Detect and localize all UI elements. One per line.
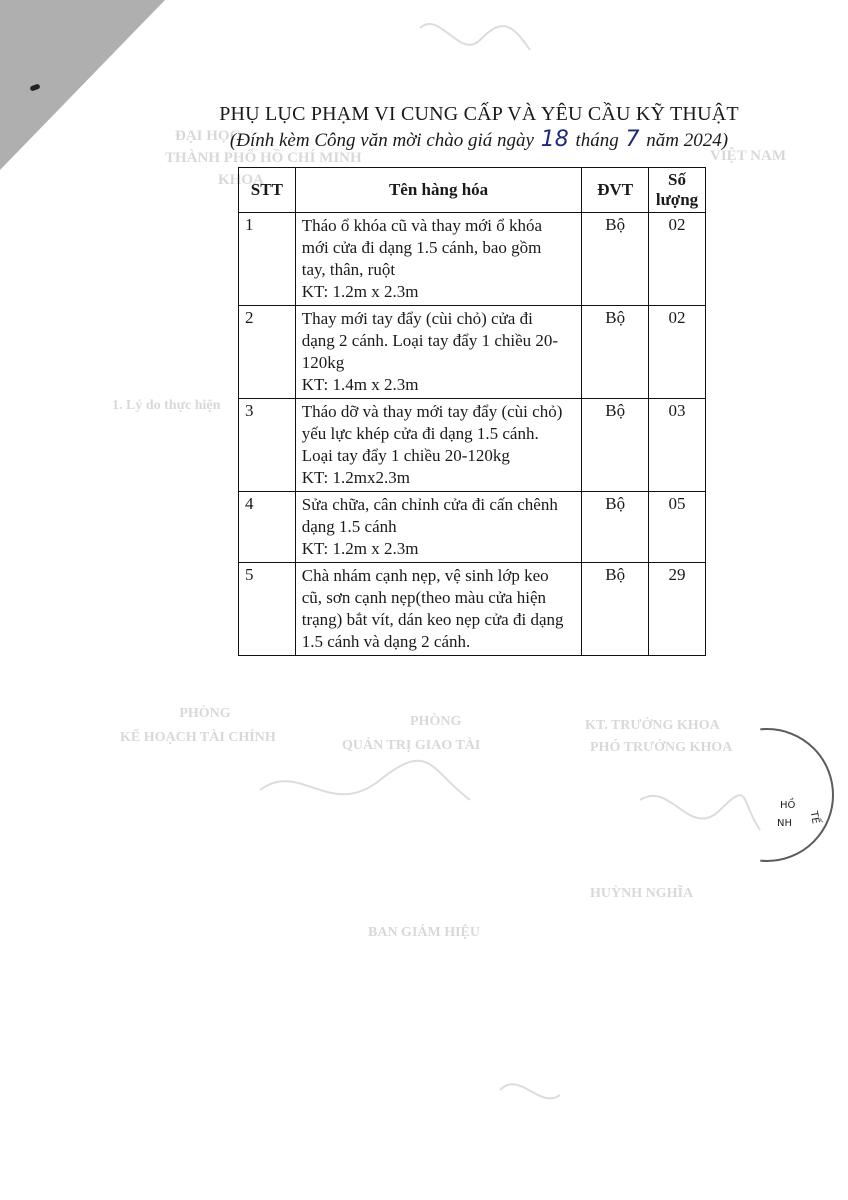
cell-quantity: 02 xyxy=(649,213,706,306)
handwritten-day: 18 xyxy=(540,127,569,152)
bleed-signature-1-line2: KẾ HOẠCH TÀI CHÍNH xyxy=(120,730,276,745)
header-quantity-line2: lượng xyxy=(655,190,699,209)
scope-requirements-table xyxy=(238,167,706,656)
seal-fragment-3: TẾ xyxy=(807,810,821,825)
bleed-left-header-3: KHOA xyxy=(218,172,264,188)
item-name-line: trạng) bắt vít, dán keo nẹp cửa đi dạng xyxy=(301,610,564,629)
table-body xyxy=(239,213,706,656)
bleed-section-heading: 1. Lý do thực hiện xyxy=(112,398,221,413)
subtitle-prefix: (Đính kèm Công văn mời chào giá ngày xyxy=(229,130,534,151)
bleed-signature-2-line2: QUẢN TRỊ GIAO TÀI xyxy=(342,738,481,753)
item-name-line: Tháo ổ khóa cũ và thay mới ổ khóa xyxy=(301,216,543,235)
cell-item-name xyxy=(295,563,582,656)
bleed-right-header: VIỆT NAM xyxy=(710,148,786,164)
header-unit: ĐVT xyxy=(582,168,649,213)
bleed-signature-3-line1: KT. TRƯỞNG KHOA xyxy=(585,718,720,733)
item-name-line: 120kg xyxy=(301,353,345,372)
item-name-line: mới cửa đi dạng 1.5 cánh, bao gồm xyxy=(301,238,542,257)
bleed-left-header-1: ĐẠI HỌC xyxy=(175,128,241,144)
cell-unit: Bộ xyxy=(582,213,649,306)
cell-unit: Bộ xyxy=(582,563,649,656)
item-name-line: Chà nhám cạnh nẹp, vệ sinh lớp keo xyxy=(301,566,549,585)
cell-unit: Bộ xyxy=(582,492,649,563)
table-row xyxy=(239,563,706,656)
scribble-3 xyxy=(640,795,760,830)
cell-item-name xyxy=(295,399,582,492)
cell-stt: 1 xyxy=(239,213,296,306)
document-subtitle xyxy=(0,127,848,152)
header-stt: STT xyxy=(239,168,296,213)
bleed-signatory-name: HUỲNH NGHĨA xyxy=(590,886,694,901)
item-name-line: KT: 1.2m x 2.3m xyxy=(301,282,419,301)
cell-stt: 2 xyxy=(239,306,296,399)
cell-stt: 4 xyxy=(239,492,296,563)
cell-stt: 5 xyxy=(239,563,296,656)
item-name-line: KT: 1.2mx2.3m xyxy=(301,468,410,487)
scribble-2 xyxy=(260,761,470,800)
cell-quantity: 29 xyxy=(649,563,706,656)
table-row xyxy=(239,492,706,563)
table-row xyxy=(239,213,706,306)
table-header-row xyxy=(239,168,706,213)
bleed-left-header-2: THÀNH PHỐ HỒ CHÍ MINH xyxy=(165,150,362,166)
item-name-line: tay, thân, ruột xyxy=(301,260,396,279)
bleed-signature-2-line1: PHÒNG xyxy=(410,714,462,729)
item-name-line: KT: 1.2m x 2.3m xyxy=(301,539,419,558)
cell-stt: 3 xyxy=(239,399,296,492)
scribble-4 xyxy=(500,1084,560,1098)
item-name-line: KT: 1.4m x 2.3m xyxy=(301,375,419,394)
cell-unit: Bộ xyxy=(582,399,649,492)
cell-unit: Bộ xyxy=(582,306,649,399)
scribble-1 xyxy=(420,24,530,50)
seal-fragment-1: HỒ xyxy=(780,800,796,811)
seal-fragment-2: NH xyxy=(777,818,792,829)
cell-item-name xyxy=(295,213,582,306)
header-item-name: Tên hàng hóa xyxy=(295,168,582,213)
cell-quantity: 02 xyxy=(649,306,706,399)
document-title: PHỤ LỤC PHẠM VI CUNG CẤP VÀ YÊU CẦU KỸ THUẬT xyxy=(219,103,739,125)
handwritten-month: 7 xyxy=(625,127,640,152)
item-name-line: Sửa chữa, cân chỉnh cửa đi cấn chênh xyxy=(301,495,558,514)
item-name-line: yếu lực khép cửa đi dạng 1.5 cánh. xyxy=(301,424,539,443)
cell-quantity: 05 xyxy=(649,492,706,563)
cell-quantity: 03 xyxy=(649,399,706,492)
bleed-footer: BAN GIÁM HIỆU xyxy=(368,925,481,940)
header-quantity xyxy=(649,168,706,213)
bleed-signature-3-line2: PHÓ TRƯỞNG KHOA xyxy=(590,740,733,755)
item-name-line: dạng 2 cánh. Loại tay đẩy 1 chiều 20- xyxy=(301,331,559,350)
table-row xyxy=(239,399,706,492)
item-name-line: Loại tay đẩy 1 chiều 20-120kg xyxy=(301,446,510,465)
item-name-line: 1.5 cánh và dạng 2 cánh. xyxy=(301,632,471,651)
cell-item-name xyxy=(295,306,582,399)
header-quantity-line1: Số xyxy=(668,170,686,189)
bleed-signature-1-line1: PHÒNG xyxy=(179,706,231,721)
item-name-line: cũ, sơn cạnh nẹp(theo màu cửa hiện xyxy=(301,588,547,607)
item-name-line: Thay mới tay đẩy (cùi chỏ) cửa đi xyxy=(301,309,533,328)
subtitle-suffix: năm 2024) xyxy=(646,130,729,151)
table-row xyxy=(239,306,706,399)
cell-item-name xyxy=(295,492,582,563)
item-name-line: dạng 1.5 cánh xyxy=(301,517,397,536)
item-name-line: Tháo dỡ và thay mới tay đẩy (cùi chỏ) xyxy=(301,402,563,421)
subtitle-month-label: tháng xyxy=(575,130,619,151)
